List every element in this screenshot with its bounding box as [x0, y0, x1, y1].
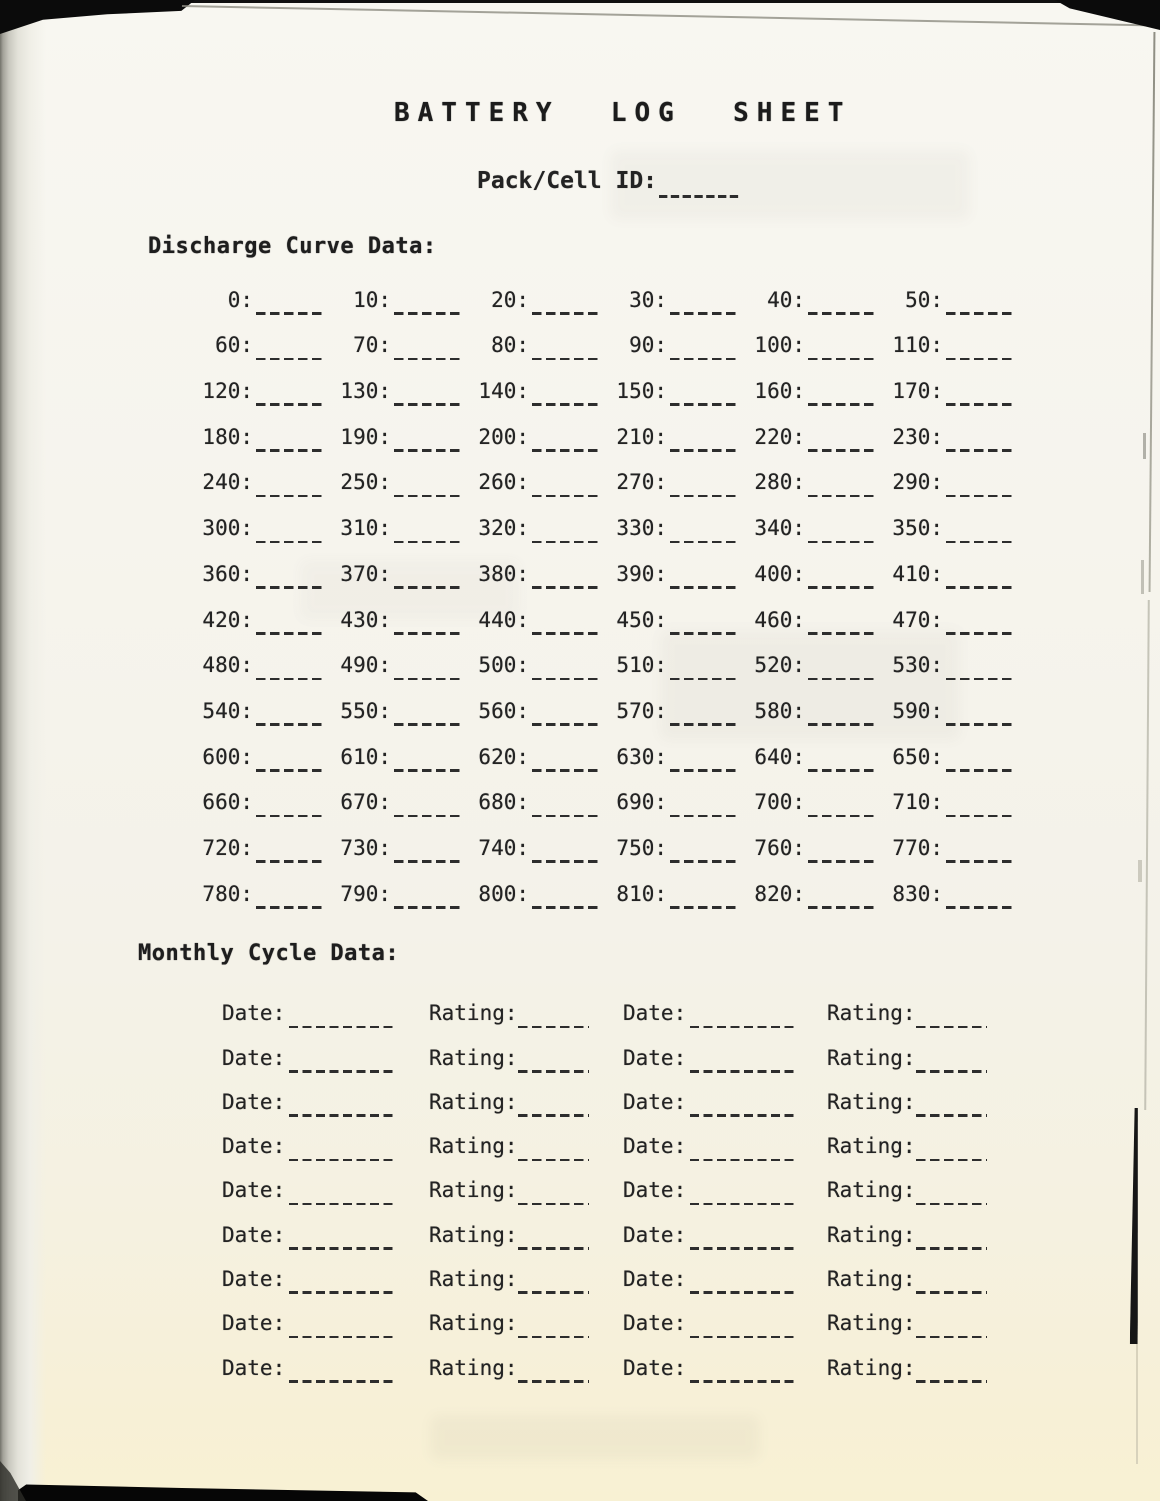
rating-label: Rating: [429, 1355, 518, 1380]
discharge-field-label: 620: [478, 744, 529, 769]
discharge-field-label: 430: [340, 607, 391, 632]
discharge-field [326, 311, 464, 357]
discharge-field [188, 768, 326, 814]
rating-blank [916, 1061, 987, 1073]
discharge-field-label: 680: [478, 790, 529, 815]
rating-label: Rating: [429, 1134, 518, 1159]
discharge-field [602, 539, 740, 585]
monthly-row [0, 1113, 1160, 1157]
discharge-field [740, 631, 878, 677]
discharge-field-label: 460: [754, 607, 805, 632]
rating-blank [518, 1061, 589, 1073]
discharge-field-label: 0: [227, 287, 253, 312]
discharge-field [188, 859, 326, 905]
discharge-field [464, 631, 602, 677]
monthly-row [0, 1334, 1160, 1378]
discharge-field-label: 400: [754, 561, 805, 586]
page-title: BATTERY LOG SHEET [394, 98, 852, 128]
discharge-field-label: 130: [340, 379, 391, 404]
discharge-field-label: 740: [478, 835, 529, 860]
rating-label: Rating: [429, 1089, 518, 1114]
discharge-field [878, 493, 1016, 539]
discharge-section-heading: Discharge Curve Data: [148, 234, 437, 259]
date-blank [289, 1149, 397, 1161]
discharge-field [878, 311, 1016, 357]
discharge-field-label: 210: [616, 424, 667, 449]
discharge-field [188, 585, 326, 631]
date-blank [690, 1282, 798, 1294]
discharge-field [878, 265, 1016, 311]
discharge-field [740, 539, 878, 585]
discharge-field-label: 230: [892, 424, 943, 449]
discharge-field-label: 110: [892, 333, 943, 358]
scan-speck [1138, 860, 1142, 882]
rating-label: Rating: [429, 1222, 518, 1247]
rating-blank [916, 1105, 987, 1117]
discharge-field-label: 710: [892, 790, 943, 815]
discharge-field [464, 768, 602, 814]
discharge-field [740, 356, 878, 402]
discharge-field-label: 560: [478, 698, 529, 723]
monthly-row [0, 1201, 1160, 1245]
discharge-field-label: 270: [616, 470, 667, 495]
discharge-field-label: 180: [202, 424, 253, 449]
discharge-field [740, 585, 878, 631]
discharge-field [326, 493, 464, 539]
discharge-field [740, 265, 878, 311]
discharge-field-label: 90: [629, 333, 667, 358]
date-blank [289, 1326, 397, 1338]
discharge-field [740, 768, 878, 814]
discharge-field [464, 402, 602, 448]
discharge-field [740, 493, 878, 539]
date-blank [690, 1105, 798, 1117]
discharge-field-label: 640: [754, 744, 805, 769]
rating-blank [916, 1371, 987, 1383]
date-label: Date: [222, 1267, 286, 1292]
date-label: Date: [623, 1355, 687, 1380]
discharge-field-blank [532, 897, 602, 909]
discharge-field [878, 356, 1016, 402]
date-blank [690, 1149, 798, 1161]
discharge-field-label: 700: [754, 790, 805, 815]
discharge-field [326, 813, 464, 859]
discharge-field-label: 720: [202, 835, 253, 860]
date-blank [289, 1238, 397, 1250]
discharge-field-label: 600: [202, 744, 253, 769]
discharge-field [602, 448, 740, 494]
discharge-field [878, 768, 1016, 814]
date-blank [690, 1061, 798, 1073]
discharge-field [740, 402, 878, 448]
discharge-field [326, 448, 464, 494]
discharge-field-label: 810: [616, 881, 667, 906]
discharge-field-label: 170: [892, 379, 943, 404]
discharge-field [878, 813, 1016, 859]
discharge-field-label: 280: [754, 470, 805, 495]
discharge-field [878, 539, 1016, 585]
monthly-row [0, 1024, 1160, 1068]
rating-blank [916, 1326, 987, 1338]
rating-label: Rating: [827, 1267, 916, 1292]
discharge-field [326, 402, 464, 448]
discharge-field-label: 350: [892, 516, 943, 541]
discharge-field-label: 820: [754, 881, 805, 906]
rating-label: Rating: [429, 1311, 518, 1336]
discharge-field-label: 290: [892, 470, 943, 495]
rating-blank [518, 1016, 589, 1028]
rating-blank [518, 1149, 589, 1161]
discharge-field-label: 770: [892, 835, 943, 860]
date-blank [289, 1105, 397, 1117]
discharge-field-label: 750: [616, 835, 667, 860]
monthly-section-heading: Monthly Cycle Data: [138, 941, 400, 966]
discharge-field-label: 420: [202, 607, 253, 632]
discharge-field [602, 859, 740, 905]
rating-label: Rating: [827, 1222, 916, 1247]
date-blank [289, 1371, 397, 1383]
monthly-row [0, 1069, 1160, 1113]
date-label: Date: [222, 1178, 286, 1203]
pack-cell-id-blank [659, 186, 741, 198]
discharge-field [464, 493, 602, 539]
discharge-field-label: 60: [215, 333, 253, 358]
discharge-field-label: 660: [202, 790, 253, 815]
discharge-field [188, 722, 326, 768]
discharge-field-label: 830: [892, 881, 943, 906]
discharge-field-label: 500: [478, 653, 529, 678]
pack-cell-id-label: Pack/Cell ID: [477, 168, 658, 194]
discharge-field-label: 160: [754, 379, 805, 404]
discharge-field [188, 493, 326, 539]
date-label: Date: [623, 1089, 687, 1114]
discharge-field [326, 631, 464, 677]
discharge-field [740, 448, 878, 494]
discharge-field-label: 760: [754, 835, 805, 860]
discharge-field-label: 540: [202, 698, 253, 723]
discharge-field-label: 520: [754, 653, 805, 678]
discharge-field [464, 539, 602, 585]
rating-label: Rating: [429, 1267, 518, 1292]
discharge-field-label: 480: [202, 653, 253, 678]
discharge-field [602, 311, 740, 357]
discharge-field-label: 310: [340, 516, 391, 541]
discharge-field [326, 768, 464, 814]
date-blank [690, 1238, 798, 1250]
discharge-field-label: 530: [892, 653, 943, 678]
discharge-field [326, 722, 464, 768]
discharge-field-label: 380: [478, 561, 529, 586]
rating-label: Rating: [827, 1355, 916, 1380]
discharge-field-label: 140: [478, 379, 529, 404]
discharge-field-blank [808, 897, 878, 909]
discharge-field-label: 800: [478, 881, 529, 906]
discharge-field [326, 585, 464, 631]
date-label: Date: [623, 1045, 687, 1070]
discharge-field-label: 10: [353, 287, 391, 312]
discharge-field [464, 585, 602, 631]
date-label: Date: [623, 1178, 687, 1203]
discharge-field [740, 722, 878, 768]
date-label: Date: [222, 1089, 286, 1114]
discharge-field-label: 510: [616, 653, 667, 678]
discharge-field-label: 590: [892, 698, 943, 723]
discharge-field [188, 402, 326, 448]
rating-blank [518, 1238, 589, 1250]
discharge-field-label: 690: [616, 790, 667, 815]
discharge-field [464, 676, 602, 722]
discharge-field [602, 402, 740, 448]
rating-blank [916, 1282, 987, 1294]
discharge-field [740, 676, 878, 722]
discharge-field-label: 550: [340, 698, 391, 723]
discharge-field-label: 440: [478, 607, 529, 632]
date-blank [289, 1016, 397, 1028]
rating-blank [916, 1193, 987, 1205]
discharge-field [188, 631, 326, 677]
discharge-field [602, 722, 740, 768]
rating-blank [518, 1193, 589, 1205]
discharge-field [878, 448, 1016, 494]
discharge-field [464, 311, 602, 357]
scan-page-edge-line-right [1136, 1344, 1138, 1464]
discharge-field [878, 859, 1016, 905]
discharge-field [464, 356, 602, 402]
discharge-field [326, 539, 464, 585]
date-label: Date: [623, 1001, 687, 1026]
discharge-field [878, 402, 1016, 448]
discharge-field-label: 100: [754, 333, 805, 358]
date-label: Date: [222, 1311, 286, 1336]
discharge-field-label: 730: [340, 835, 391, 860]
discharge-field-label: 360: [202, 561, 253, 586]
discharge-field-label: 570: [616, 698, 667, 723]
bleedthrough-ghost [430, 1415, 760, 1460]
rating-blank [518, 1282, 589, 1294]
discharge-field [464, 722, 602, 768]
rating-label: Rating: [827, 1001, 916, 1026]
discharge-field [602, 493, 740, 539]
discharge-field-label: 70: [353, 333, 391, 358]
rating-label: Rating: [827, 1178, 916, 1203]
date-blank [289, 1282, 397, 1294]
discharge-field [878, 631, 1016, 677]
discharge-field-label: 150: [616, 379, 667, 404]
discharge-curve-grid [188, 265, 1016, 905]
discharge-field-label: 390: [616, 561, 667, 586]
rating-label: Rating: [827, 1311, 916, 1336]
monthly-row [0, 980, 1160, 1024]
rating-label: Rating: [429, 1178, 518, 1203]
discharge-field-label: 490: [340, 653, 391, 678]
discharge-field [464, 448, 602, 494]
discharge-field [188, 356, 326, 402]
discharge-field-label: 470: [892, 607, 943, 632]
date-blank [690, 1326, 798, 1338]
discharge-field-label: 410: [892, 561, 943, 586]
monthly-cycle-rows [0, 980, 1160, 1379]
discharge-field-label: 450: [616, 607, 667, 632]
date-blank [690, 1016, 798, 1028]
discharge-field [602, 585, 740, 631]
discharge-field [740, 813, 878, 859]
discharge-field [326, 676, 464, 722]
date-label: Date: [623, 1267, 687, 1292]
discharge-field-label: 40: [767, 287, 805, 312]
discharge-field-label: 200: [478, 424, 529, 449]
monthly-row [0, 1246, 1160, 1290]
discharge-field [326, 859, 464, 905]
discharge-field [188, 311, 326, 357]
date-blank [690, 1371, 798, 1383]
discharge-field [602, 631, 740, 677]
discharge-field [602, 768, 740, 814]
monthly-row [0, 1157, 1160, 1201]
scan-speck [1141, 560, 1144, 594]
discharge-field [326, 356, 464, 402]
discharge-field-label: 80: [491, 333, 529, 358]
date-label: Date: [222, 1355, 286, 1380]
discharge-field [602, 356, 740, 402]
discharge-field [188, 539, 326, 585]
discharge-field-label: 330: [616, 516, 667, 541]
discharge-field-label: 250: [340, 470, 391, 495]
discharge-field [878, 722, 1016, 768]
date-label: Date: [623, 1222, 687, 1247]
discharge-field-blank [946, 897, 1016, 909]
date-blank [289, 1193, 397, 1205]
discharge-field [326, 265, 464, 311]
discharge-field [602, 813, 740, 859]
discharge-field [188, 813, 326, 859]
discharge-field-label: 50: [905, 287, 943, 312]
monthly-row [0, 1290, 1160, 1334]
discharge-field [878, 585, 1016, 631]
date-label: Date: [222, 1045, 286, 1070]
discharge-field-blank [670, 897, 740, 909]
discharge-field-label: 120: [202, 379, 253, 404]
discharge-field-label: 30: [629, 287, 667, 312]
rating-blank [518, 1371, 589, 1383]
discharge-field [740, 859, 878, 905]
discharge-field-label: 220: [754, 424, 805, 449]
discharge-field-label: 630: [616, 744, 667, 769]
rating-label: Rating: [827, 1134, 916, 1159]
discharge-field-label: 670: [340, 790, 391, 815]
discharge-field-label: 300: [202, 516, 253, 541]
date-blank [289, 1061, 397, 1073]
discharge-field-blank [256, 897, 326, 909]
discharge-field-label: 610: [340, 744, 391, 769]
rating-blank [518, 1326, 589, 1338]
discharge-field-label: 240: [202, 470, 253, 495]
discharge-field-label: 580: [754, 698, 805, 723]
discharge-field-label: 780: [202, 881, 253, 906]
discharge-field [602, 676, 740, 722]
discharge-field-label: 320: [478, 516, 529, 541]
date-label: Date: [222, 1222, 286, 1247]
discharge-field [602, 265, 740, 311]
discharge-field-blank [394, 897, 464, 909]
discharge-field [188, 448, 326, 494]
date-label: Date: [222, 1134, 286, 1159]
rating-label: Rating: [827, 1045, 916, 1070]
rating-blank [916, 1016, 987, 1028]
date-label: Date: [222, 1001, 286, 1026]
discharge-field-label: 20: [491, 287, 529, 312]
rating-blank [916, 1149, 987, 1161]
discharge-field [464, 265, 602, 311]
discharge-field-label: 260: [478, 470, 529, 495]
rating-label: Rating: [827, 1089, 916, 1114]
discharge-field [464, 813, 602, 859]
date-blank [690, 1193, 798, 1205]
discharge-field [464, 859, 602, 905]
rating-label: Rating: [429, 1045, 518, 1070]
discharge-field [740, 311, 878, 357]
discharge-field-label: 340: [754, 516, 805, 541]
date-label: Date: [623, 1134, 687, 1159]
discharge-field [188, 676, 326, 722]
discharge-field [878, 676, 1016, 722]
pack-cell-id-field [477, 168, 741, 194]
rating-blank [916, 1238, 987, 1250]
discharge-field-label: 190: [340, 424, 391, 449]
discharge-field-label: 650: [892, 744, 943, 769]
rating-label: Rating: [429, 1001, 518, 1026]
rating-blank [518, 1105, 589, 1117]
discharge-field-label: 370: [340, 561, 391, 586]
date-label: Date: [623, 1311, 687, 1336]
discharge-field [188, 265, 326, 311]
scan-edge-left [0, 0, 46, 1501]
scan-speck [1143, 433, 1146, 459]
discharge-field-label: 790: [340, 881, 391, 906]
